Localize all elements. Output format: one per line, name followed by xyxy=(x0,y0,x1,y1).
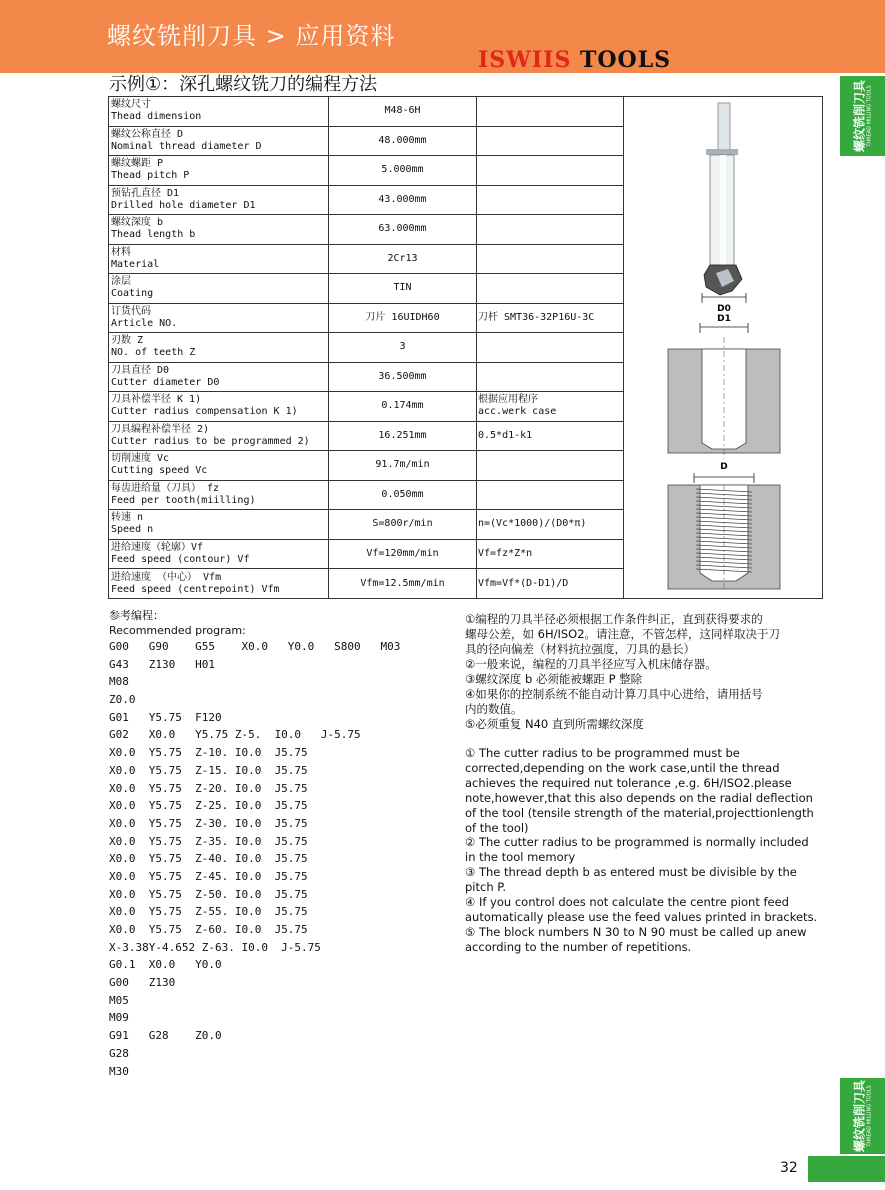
page-number: 32 xyxy=(780,1160,798,1176)
note-cn-line: 具的径向偏差（材料抗拉强度，刀具的悬长） xyxy=(465,642,695,656)
spec-label-cn: 切削速度 Vc xyxy=(111,453,170,465)
spec-extra xyxy=(477,244,624,274)
drilled-hole-illustration xyxy=(668,314,780,459)
spec-extra xyxy=(477,392,624,422)
program-line: X0.0 Y5.75 Z-45. I0.0 J5.75 xyxy=(109,869,308,883)
program-line: X0.0 Y5.75 Z-15. I0.0 J5.75 xyxy=(109,763,308,777)
spec-table xyxy=(108,96,823,599)
spec-value: 43.000mm xyxy=(329,185,477,215)
program-line: X0.0 Y5.75 Z-25. I0.0 J5.75 xyxy=(109,799,308,813)
spec-label xyxy=(109,97,329,127)
spec-value: S=800r/min xyxy=(329,510,477,540)
dim-d1-label: D1 xyxy=(717,314,731,324)
program-line: X0.0 Y5.75 Z-40. I0.0 J5.75 xyxy=(109,852,308,866)
spec-label xyxy=(109,480,329,510)
spec-label-cn: 螺纹尺寸 xyxy=(111,99,151,111)
program-line: G00 Z130 xyxy=(109,976,176,990)
spec-label xyxy=(109,362,329,392)
program-block xyxy=(109,608,400,1080)
spec-label xyxy=(109,126,329,156)
program-line: M05 xyxy=(109,993,129,1007)
diagram-cell xyxy=(624,97,823,599)
program-line: M09 xyxy=(109,1011,129,1025)
side-tab-en: THREAD MILLING TOOLS xyxy=(866,1085,872,1147)
note-en-line: ⑤ The block numbers N 30 to N 90 must be called up anew xyxy=(465,924,807,939)
spec-extra xyxy=(477,451,624,481)
spec-label-cn: 每齿进给量（刀具） fz xyxy=(111,482,220,494)
spec-label xyxy=(109,539,329,569)
spec-label-cn: 螺纹螺距 P xyxy=(111,158,164,170)
notes-block xyxy=(465,612,827,955)
program-line: X0.0 Y5.75 Z-20. I0.0 J5.75 xyxy=(109,781,308,795)
program-line: G01 Y5.75 F120 xyxy=(109,710,222,724)
program-lines xyxy=(109,638,400,1080)
spec-label xyxy=(109,451,329,481)
spec-label-cn: 刃数 Z xyxy=(111,335,144,347)
note-en-line: automatically please use the feed values printed in brackets. xyxy=(465,909,818,924)
spec-label-cn: 螺纹深度 b xyxy=(111,217,164,229)
spec-label-en: Feed speed (contour) Vf xyxy=(111,553,250,565)
note-cn-line: ④如果你的控制系统不能自动计算刀具中心进给，请用括号 xyxy=(465,687,763,701)
spec-extra xyxy=(477,156,624,186)
spec-extra xyxy=(477,274,624,304)
spec-value: TIN xyxy=(329,274,477,304)
spec-label-en: Article NO. xyxy=(111,317,178,329)
program-line: X0.0 Y5.75 Z-35. I0.0 J5.75 xyxy=(109,834,308,848)
program-line: X0.0 Y5.75 Z-50. I0.0 J5.75 xyxy=(109,887,308,901)
spec-extra xyxy=(477,126,624,156)
spec-extra-text-2: acc.werk case xyxy=(478,406,557,418)
side-tab-bottom xyxy=(840,1078,885,1154)
spec-label-en: Thead length b xyxy=(111,229,196,241)
spec-label xyxy=(109,185,329,215)
spec-value: 0.050mm xyxy=(329,480,477,510)
spec-value: 5.000mm xyxy=(329,156,477,186)
spec-extra xyxy=(477,510,624,540)
program-line: G0.1 X0.0 Y0.0 xyxy=(109,958,222,972)
spec-label xyxy=(109,510,329,540)
tool-illustration xyxy=(702,103,746,314)
spec-label-en: Thead dimension xyxy=(111,111,202,123)
spec-label-cn: 进给速度（轮廓）Vf xyxy=(111,541,204,553)
spec-label xyxy=(109,215,329,245)
program-line: X0.0 Y5.75 Z-55. I0.0 J5.75 xyxy=(109,905,308,919)
side-tab-cn: 螺纹铣削刀具 xyxy=(852,79,866,153)
note-en-line: corrected,depending on the work case,until the thread xyxy=(465,760,780,775)
spec-label-cn: 刀具编程补偿半径 2) xyxy=(111,423,210,435)
spec-label-en: Coating xyxy=(111,288,154,300)
program-line: G00 G90 G55 X0.0 Y0.0 S800 M03 xyxy=(109,640,401,653)
spec-label-cn: 螺纹公称直径 D xyxy=(111,128,184,140)
spec-label-en: Cutting speed Vc xyxy=(111,465,208,477)
note-en-line: ① The cutter radius to be programmed must be xyxy=(465,746,740,760)
spec-extra xyxy=(477,569,624,599)
spec-label xyxy=(109,333,329,363)
spec-value: Vf=120mm/min xyxy=(329,539,477,569)
spec-label-cn: 涂层 xyxy=(111,276,131,288)
program-line: M08 xyxy=(109,675,129,689)
spec-extra-text: 0.5*d1-k1 xyxy=(478,429,533,441)
spec-label-en: Cutter radius compensation K 1) xyxy=(111,406,298,418)
note-en-line: ② The cutter radius to be programmed is normally included xyxy=(465,835,809,850)
spec-extra xyxy=(477,421,624,451)
dim-d-label: D xyxy=(720,462,728,472)
spec-label xyxy=(109,421,329,451)
spec-label-cn: 预钻孔直径 D1 xyxy=(111,187,180,199)
section-title: 示例①：深孔螺纹铣刀的编程方法 xyxy=(109,74,378,95)
spec-label-cn: 刀具补偿半径 K 1) xyxy=(111,394,202,406)
spec-label-cn: 订货代码 xyxy=(111,305,151,317)
side-tab-top xyxy=(840,76,885,156)
spec-label-en: Thead pitch P xyxy=(111,170,190,182)
program-line: M30 xyxy=(109,1064,129,1078)
spec-extra xyxy=(477,97,624,127)
spec-label-en: Speed n xyxy=(111,524,154,536)
program-line: X-3.38Y-4.652 Z-63. I0.0 J-5.75 xyxy=(109,940,321,954)
program-heading-cn: 参考编程： xyxy=(109,609,164,622)
spec-label xyxy=(109,244,329,274)
program-line: G43 Z130 H01 xyxy=(109,657,215,671)
spec-extra xyxy=(477,185,624,215)
spec-value: 91.7m/min xyxy=(329,451,477,481)
program-line: X0.0 Y5.75 Z-10. I0.0 J5.75 xyxy=(109,746,308,760)
note-en-line: note,however,that this also depends on the radial deflection xyxy=(465,790,813,805)
spec-extra-text: 刀杆 SMT36-32P16U-3C xyxy=(478,311,595,323)
spec-value: 36.500mm xyxy=(329,362,477,392)
spec-extra-text: Vfm=Vf*(D-D1)/D xyxy=(478,577,569,589)
note-en-line: according to the number of repetitions. xyxy=(465,939,692,954)
program-line: G02 X0.0 Y5.75 Z-5. I0.0 J-5.75 xyxy=(109,728,361,742)
program-heading-en: Recommended program: xyxy=(109,624,246,637)
spec-value: Vfm=12.5mm/min xyxy=(329,569,477,599)
spec-extra xyxy=(477,539,624,569)
spec-label-en: Material xyxy=(111,258,160,270)
spec-value: 2Cr13 xyxy=(329,244,477,274)
spec-label xyxy=(109,156,329,186)
spec-extra xyxy=(477,333,624,363)
note-en-line: ③ The thread depth b as entered must be divisible by the xyxy=(465,865,797,880)
page-header-title: 螺纹铣削刀具 > 应用资料 xyxy=(107,22,396,50)
tool-hole-diagram xyxy=(624,97,822,594)
notes-cn xyxy=(465,612,827,732)
brand-black-text: TOOLS xyxy=(571,47,672,73)
note-cn-line: ⑤必须重复 N40 直到所需螺纹深度 xyxy=(465,717,644,731)
spec-label-cn: 材料 xyxy=(111,246,131,258)
dim-d0-label: D0 xyxy=(717,304,731,314)
spec-extra xyxy=(477,215,624,245)
note-cn-line: 内的数值。 xyxy=(465,702,523,716)
spec-label-en: Feed speed (centrepoint) Vfm xyxy=(111,583,280,595)
program-line: X0.0 Y5.75 Z-30. I0.0 J5.75 xyxy=(109,816,308,830)
spec-label xyxy=(109,274,329,304)
note-en-line: ④ If you control does not calculate the centre piont feed xyxy=(465,895,789,910)
spec-label-en: Cutter radius to be programmed 2) xyxy=(111,435,310,447)
note-cn-line: ①编程的刀具半径必须根据工作条件纠正，直到获得要求的 xyxy=(465,612,763,626)
side-tab-en: THREAD MILLING TOOLS xyxy=(866,85,872,147)
notes-en xyxy=(465,746,827,955)
spec-label-cn: 转速 n xyxy=(111,512,144,524)
brand-red-text: ISWIIS xyxy=(478,47,572,73)
spec-value: M48-6H xyxy=(329,97,477,127)
side-tab-cn: 螺纹铣削刀具 xyxy=(852,1079,866,1153)
spec-value: 48.000mm xyxy=(329,126,477,156)
program-line: X0.0 Y5.75 Z-60. I0.0 J5.75 xyxy=(109,923,308,936)
spec-label-en: NO. of teeth Z xyxy=(111,347,196,359)
brand-logo xyxy=(478,47,671,73)
note-en-line: in the tool memory xyxy=(465,850,576,865)
spec-extra-text: n=(Vc*1000)/(D0*π) xyxy=(478,518,587,530)
spec-value: 63.000mm xyxy=(329,215,477,245)
spec-label xyxy=(109,392,329,422)
spec-extra xyxy=(477,480,624,510)
spec-label-en: Nominal thread diameter D xyxy=(111,140,262,152)
program-line: G91 G28 Z0.0 xyxy=(109,1029,222,1043)
note-cn-line: ③螺纹深度 b 必须能被螺距 P 整除 xyxy=(465,672,643,686)
program-line: G28 xyxy=(109,1046,129,1060)
note-en-line: pitch P. xyxy=(465,880,507,895)
spec-label xyxy=(109,569,329,599)
spec-value: 16.251mm xyxy=(329,421,477,451)
spec-value: 刀片 16UIDH60 xyxy=(329,303,477,333)
spec-value: 0.174mm xyxy=(329,392,477,422)
note-en-line: of the tool) xyxy=(465,820,529,835)
program-line: Z0.0 xyxy=(109,693,136,707)
spec-label xyxy=(109,303,329,333)
threaded-hole-illustration xyxy=(668,462,780,591)
spec-extra xyxy=(477,303,624,333)
spec-label-en: Drilled hole diameter D1 xyxy=(111,199,256,211)
footer-bar xyxy=(808,1156,885,1182)
spec-value: 3 xyxy=(329,333,477,363)
note-cn-line: 螺母公差，如 6H/ISO2。请注意，不管怎样，这同样取决于刀 xyxy=(465,627,781,641)
spec-label-en: Cutter diameter D0 xyxy=(111,376,220,388)
spec-label-cn: 刀具直径 D0 xyxy=(111,364,170,376)
note-en-line: of the tool (tensile strength of the material,projecttionlength xyxy=(465,805,814,820)
spec-row xyxy=(109,97,823,127)
spec-label-en: Feed per tooth(miilling) xyxy=(111,494,256,506)
note-cn-line: ②一般来说，编程的刀具半径应写入机床储存器。 xyxy=(465,657,717,671)
spec-label-cn: 进给速度 （中心） Vfm xyxy=(111,571,222,583)
spec-extra-text: Vf=fz*Z*n xyxy=(478,547,533,559)
spec-extra-text: 根据应用程序 xyxy=(478,394,538,406)
note-en-line: achieves the required nut tolerance ,e.g. 6H/ISO2.please xyxy=(465,775,792,790)
spec-extra xyxy=(477,362,624,392)
